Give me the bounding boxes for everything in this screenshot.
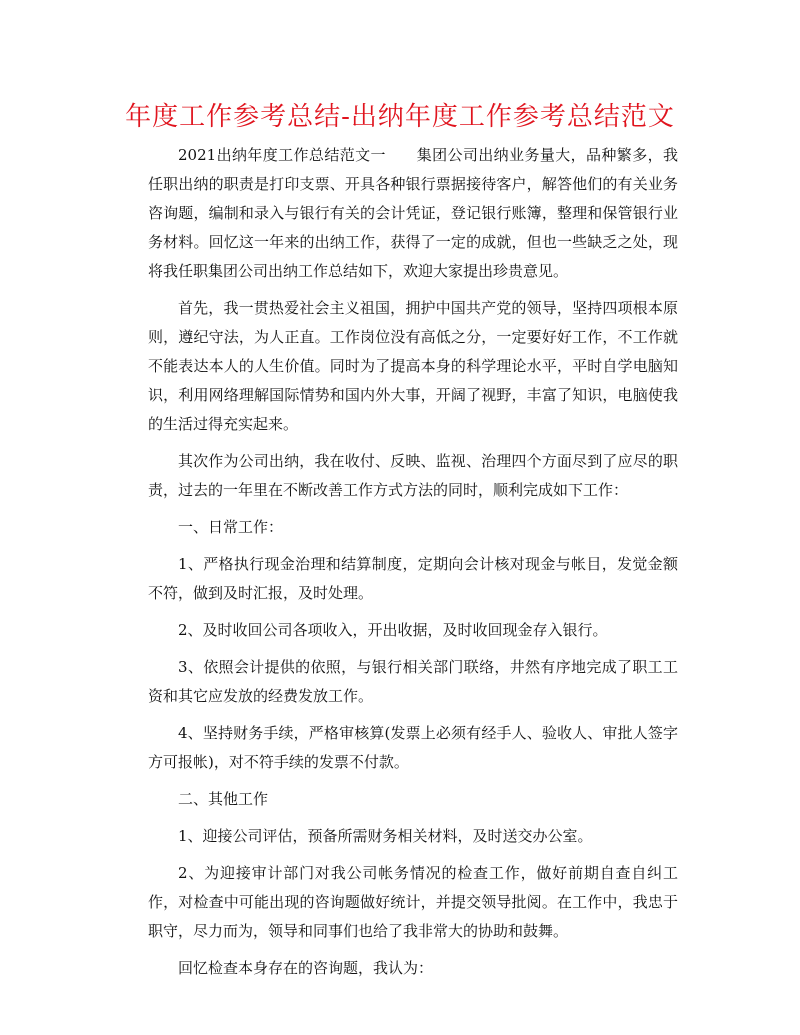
document-title: 年度工作参考总结-出纳年度工作参考总结范文: [125, 102, 675, 132]
document-body: [148, 141, 678, 991]
section-heading-other-work: 二、其他工作: [178, 790, 269, 808]
list-item-other-1: 1、迎接公司评估，预备所需财务相关材料，及时送交办公室。: [178, 827, 593, 845]
list-item-other-2: 2、为迎接审计部门对我公司帐务情况的检查工作，做好前期自查自纠工作，对检查中可能出现的咨询题做好统计，并提交领导批阅。在工作中，我忠于职守，尽力而为，领导和同事们也给了我非常大的协助和鼓舞。: [148, 864, 678, 940]
paragraph-first: 首先，我一贯热爱社会主义祖国，拥护中国共产党的领导，坚持四项根本原则，遵纪守法，为人正直。工作岗位没有高低之分，一定要好好工作，不工作就不能表达本人的人生价值。同时为了提高本身的科学理论水平，平时自学电脑知识，利用网络理解国际情势和国内外大事，开阔了视野，丰富了知识，电脑使我的生活过得充实起来。: [148, 299, 678, 433]
list-item-daily-2: 2、及时收回公司各项收入，开出收据，及时收回现金存入银行。: [178, 621, 608, 639]
paragraph-intro: 2021出纳年度工作总结范文一 集团公司出纳业务量大，品种繁多，我任职出纳的职责是打印支票、开具各种银行票据接待客户，解答他们的有关业务咨询题，编制和录入与银行有关的会计凭证，登记银行账簿，整理和保管银行业务材料。回忆这一年来的出纳工作，获得了一定的成就，但也一些缺乏之处，现将我任职集团公司出纳工作总结如下，欢迎大家提出珍贵意见。: [148, 146, 678, 280]
list-item-daily-4: 4、坚持财务手续，严格审核算(发票上必须有经手人、验收人、审批人签字方可报帐)，对不符手续的发票不付款。: [148, 724, 678, 771]
paragraph-review: 回忆检查本身存在的咨询题，我认为：: [178, 959, 434, 977]
list-item-daily-1: 1、严格执行现金治理和结算制度，定期向会计核对现金与帐目，发觉金额不符，做到及时汇报，及时处理。: [148, 555, 678, 602]
paragraph-second: 其次作为公司出纳，我在收付、反映、监视、治理四个方面尽到了应尽的职责，过去的一年里在不断改善工作方式方法的同时，顺利完成如下工作：: [148, 452, 678, 499]
section-heading-daily-work: 一、日常工作：: [178, 518, 284, 536]
list-item-daily-3: 3、依照会计提供的依照，与银行相关部门联络，井然有序地完成了职工工资和其它应发放的经费发放工作。: [148, 658, 678, 705]
